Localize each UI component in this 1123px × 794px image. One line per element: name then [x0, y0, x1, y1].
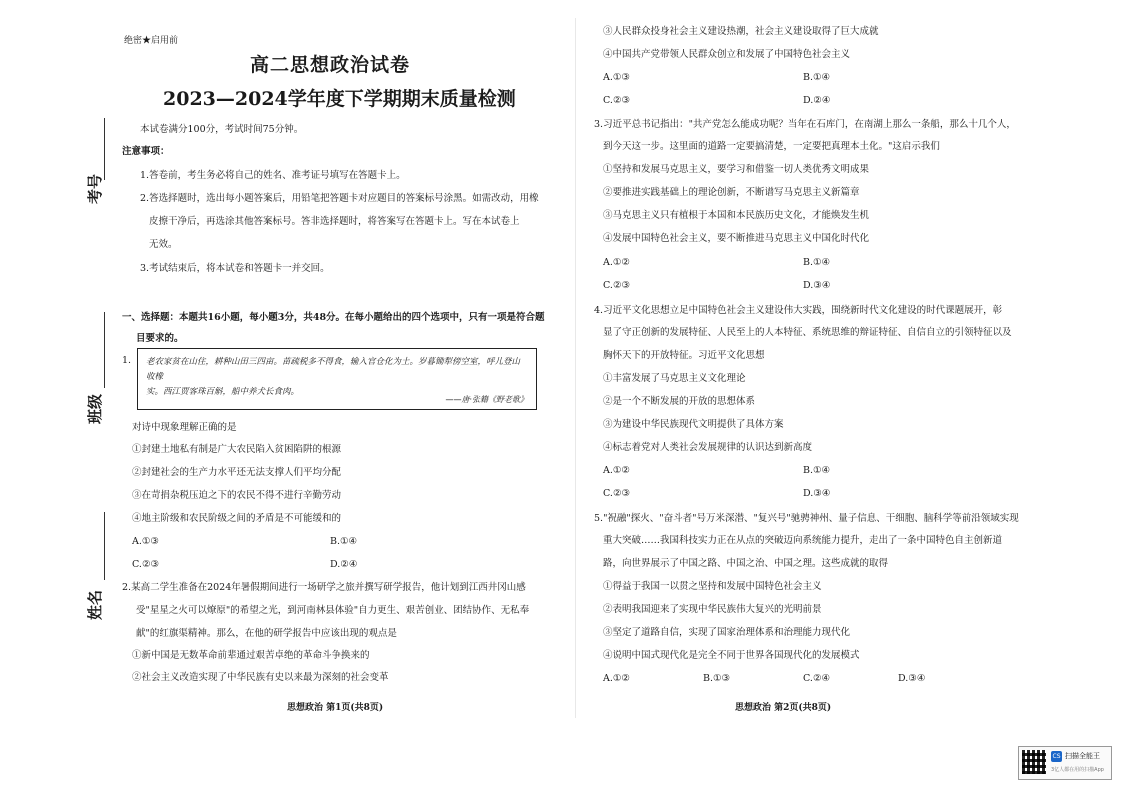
- class-label: 班级: [86, 393, 104, 424]
- q1-statement-3: ③在苛捐杂税压迫之下的农民不得不进行辛勤劳动: [132, 490, 342, 501]
- q3-option-c[interactable]: C.②③: [603, 280, 630, 291]
- q1-poem-box: [137, 348, 537, 410]
- q3-option-b[interactable]: B.①④: [803, 257, 831, 268]
- q1-statement-4: ④地主阶级和农民阶级之间的矛盾是不可能缓和的: [132, 513, 342, 524]
- q1-statement-2: ②封建社会的生产力水平还无法支撑人们平均分配: [132, 467, 342, 478]
- q2-option-a[interactable]: A.①③: [603, 72, 630, 83]
- exam-number-label: 考号: [86, 173, 104, 204]
- class-line: [104, 312, 105, 388]
- q3-statement-1: ①坚持和发展马克思主义，要学习和借鉴一切人类优秀文明成果: [603, 164, 870, 175]
- q4-statement-4: ④标志着党对人类社会发展规律的认识达到新高度: [603, 442, 813, 453]
- note-1: 1.答卷前，考生务必将自己的姓名、准考证号填写在答题卡上。: [140, 170, 406, 181]
- q4-statement-3: ③为建设中华民族现代文明提供了具体方案: [603, 419, 784, 430]
- q4-option-a[interactable]: A.①②: [603, 465, 630, 476]
- q4-stem-line-2: 显了守正创新的发展特征、人民至上的人本特征、系统思维的辩证特征、自信自立的引领特征以及: [603, 327, 1012, 338]
- note-2-line-3: 无效。: [149, 239, 178, 250]
- q5-option-a[interactable]: A.①②: [603, 673, 630, 684]
- qr-code-icon: [1022, 750, 1046, 774]
- q5-statement-2: ②表明我国迎来了实现中华民族伟大复兴的光明前景: [603, 604, 822, 615]
- intro-score-time: 本试卷满分100分，考试时间75分钟。: [140, 124, 304, 135]
- q5-statement-4: ④说明中国式现代化是完全不同于世界各国现代化的发展模式: [603, 650, 860, 661]
- q5-stem-line-3: 路，向世界展示了中国之路、中国之治、中国之理。这些成就的取得: [603, 558, 889, 569]
- q5-stem-line-1: 5."祝融"探火、"奋斗者"号万米深潜、"复兴号"驰骋神州、量子信息、干细胞、脑科学等前沿领域实现: [594, 513, 1019, 524]
- q1-option-d[interactable]: D.②④: [330, 559, 358, 570]
- q5-option-b[interactable]: B.①③: [703, 673, 731, 684]
- page-divider: [575, 18, 576, 718]
- q1-poem-author: ——唐·张籍《野老歌》: [445, 395, 528, 404]
- q1-option-a[interactable]: A.①③: [132, 536, 159, 547]
- q3-stem-line-1: 3.习近平总书记指出："共产党怎么能成功呢？当年在石库门，在南湖上那么一条船，那么十几个人，: [594, 119, 1016, 130]
- camscanner-logo-icon: CS: [1052, 753, 1061, 760]
- q1-number: 1.: [122, 355, 132, 366]
- note-2-line-1: 2.答选择题时，选出每小题答案后，用铅笔把答题卡对应题目的答案标号涂黑。如需改动，用橡: [140, 193, 539, 204]
- q1-stem: 对诗中现象理解正确的是: [132, 422, 237, 433]
- q2-statement-4: ④中国共产党带领人民群众创立和发展了中国特色社会主义: [603, 49, 851, 60]
- name-line: [104, 512, 105, 580]
- section-heading-line-1: 一、选择题：本题共16小题，每小题3分，共48分。在每小题给出的四个选项中，只有一项是符合题: [122, 312, 545, 323]
- q5-stem-line-2: 重大突破……我国科技实力正在从点的突破迈向系统能力提升，走出了一条中国特色自主创新道: [603, 535, 1003, 546]
- q2-option-b[interactable]: B.①④: [803, 72, 831, 83]
- page-2-footer: 思想政治 第2页(共8页): [735, 703, 832, 713]
- notes-heading: 注意事项：: [122, 146, 170, 157]
- q4-option-d[interactable]: D.③④: [803, 488, 831, 499]
- q5-statement-3: ③坚定了道路自信，实现了国家治理体系和治理能力现代化: [603, 627, 851, 638]
- note-3: 3.考试结束后，将本试卷和答题卡一并交回。: [140, 263, 330, 274]
- q2-statement-1: ①新中国是无数革命前辈通过艰苦卓绝的革命斗争换来的: [132, 650, 370, 661]
- q5-option-c[interactable]: C.②④: [803, 673, 830, 684]
- confidential-mark: 绝密★启用前: [124, 36, 179, 46]
- page-1-footer: 思想政治 第1页(共8页): [287, 703, 384, 713]
- q4-stem-line-3: 胸怀天下的开放特征。习近平文化思想: [603, 350, 765, 361]
- q5-option-d[interactable]: D.③④: [898, 673, 926, 684]
- q2-stem-line-2: 受"星星之火可以燎原"的希望之光，到河南林县体验"自力更生、艰苦创业、团结协作、无私奉: [136, 605, 530, 616]
- q1-statement-1: ①封建土地私有制是广大农民陷入贫困陷阱的根源: [132, 444, 342, 455]
- q2-statement-2: ②社会主义改造实现了中华民族有史以来最为深刻的社会变革: [132, 672, 389, 683]
- q1-option-c[interactable]: C.②③: [132, 559, 159, 570]
- q5-statement-1: ①得益于我国一以贯之坚持和发展中国特色社会主义: [603, 581, 822, 592]
- q4-stem-line-1: 4.习近平文化思想立足中国特色社会主义建设伟大实践，围绕新时代文化建设的时代课题展开，彰: [594, 305, 1003, 316]
- q1-poem-line-1: 老农家贫在山住，耕种山田三四亩。苗疏税多不得食，输入官仓化为土。岁暮锄犁傍空室，呼儿登山收橡: [146, 357, 521, 382]
- q2-statement-3: ③人民群众投身社会主义建设热潮，社会主义建设取得了巨大成就: [603, 26, 879, 37]
- q1-option-b[interactable]: B.①④: [330, 536, 358, 547]
- section-heading-line-2: 目要求的。: [136, 333, 184, 344]
- exam-title: 高二思想政治试卷: [250, 54, 411, 76]
- q1-poem-line-2: 实。西江贾客珠百斛，船中养犬长食肉。: [146, 387, 300, 397]
- scanner-label: 扫描全能王: [1065, 752, 1100, 760]
- q4-option-b[interactable]: B.①④: [803, 465, 831, 476]
- note-2-line-2: 皮擦干净后，再选涂其他答案标号。答非选择题时，将答案写在答题卡上。写在本试卷上: [149, 216, 520, 227]
- scanner-watermark: [1018, 746, 1112, 780]
- name-label: 姓名: [86, 589, 104, 620]
- q3-statement-2: ②要推进实践基础上的理论创新，不断谱写马克思主义新篇章: [603, 187, 860, 198]
- q3-statement-3: ③马克思主义只有植根于本国和本民族历史文化，才能焕发生机: [603, 210, 870, 221]
- q3-statement-4: ④发展中国特色社会主义，要不断推进马克思主义中国化时代化: [603, 233, 870, 244]
- q2-option-d[interactable]: D.②④: [803, 95, 831, 106]
- q4-option-c[interactable]: C.②③: [603, 488, 630, 499]
- exam-subtitle: 2023—2024学年度下学期期末质量检测: [163, 88, 516, 110]
- q2-stem-line-3: 献"的红旗渠精神。那么，在他的研学报告中应该出现的观点是: [136, 628, 397, 639]
- q2-option-c[interactable]: C.②③: [603, 95, 630, 106]
- q4-statement-1: ①丰富发展了马克思主义文化理论: [603, 373, 746, 384]
- q2-stem-line-1: 2.某高二学生准备在2024年暑假期间进行一场研学之旅并撰写研学报告，他计划到江西井冈山感: [122, 582, 526, 593]
- q3-option-d[interactable]: D.③④: [803, 280, 831, 291]
- q4-statement-2: ②是一个不断发展的开放的思想体系: [603, 396, 756, 407]
- exam-number-line: [104, 118, 105, 180]
- q3-stem-line-2: 到今天这一步。这里面的道路一定要搞清楚，一定要把真理本土化。"这启示我们: [603, 141, 940, 152]
- scanner-sublabel: 3亿人都在用的扫描App: [1051, 767, 1104, 773]
- q3-option-a[interactable]: A.①②: [603, 257, 630, 268]
